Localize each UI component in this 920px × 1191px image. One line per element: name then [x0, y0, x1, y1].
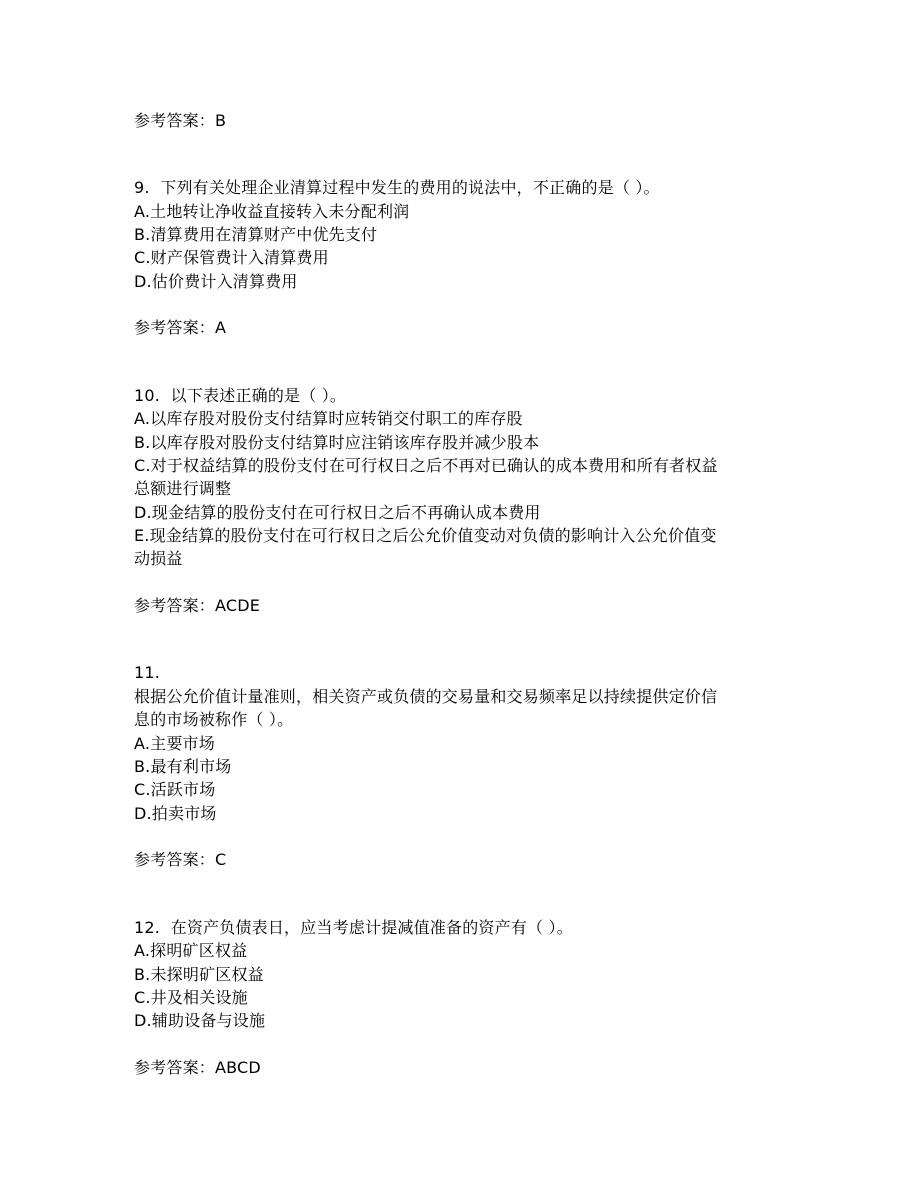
answer-label: 参考答案：	[134, 318, 216, 337]
option-item: A.探明矿区权益	[134, 941, 248, 960]
option-item: C.对于权益结算的股份支付在可行权日之后不再对已确认的成本费用和所有者权益	[134, 456, 718, 475]
option-item: E.现金结算的股份支付在可行权日之后公允价值变动对负债的影响计入公允价值变	[134, 526, 717, 545]
answer-line	[134, 1056, 794, 1079]
option-item: C.活跃市场	[134, 780, 216, 799]
question-text: 根据公允价值计量准则，相关资产或负债的交易量和交易频率足以持续提供定价信	[134, 687, 718, 706]
question-text: 在资产负债表日，应当考虑计提减值准备的资产有（ ）。	[170, 918, 573, 937]
answer-label: 参考答案：	[134, 850, 216, 869]
option-item-continued: 动损益	[134, 549, 183, 568]
question-number: 11.	[134, 663, 161, 682]
question-stem	[134, 176, 794, 199]
option-item: B.未探明矿区权益	[134, 965, 264, 984]
option-item: A.以库存股对股份支付结算时应转销交付职工的库存股	[134, 409, 523, 428]
option-item: B.最有利市场	[134, 757, 232, 776]
answer-value: A	[215, 318, 227, 337]
answer-value: B	[215, 111, 227, 130]
question-text-continued: 息的市场被称作（ ）。	[134, 710, 294, 729]
question-stem	[134, 916, 794, 939]
option-item: A.土地转让净收益直接转入未分配利润	[134, 202, 410, 221]
option-item: B.以库存股对股份支付结算时应注销该库存股并减少股本	[134, 433, 540, 452]
option-item: B.清算费用在清算财产中优先支付	[134, 225, 378, 244]
answer-value: ACDE	[215, 596, 261, 615]
answer-label: 参考答案：	[134, 111, 216, 130]
answer-line	[134, 594, 794, 617]
answer-line	[134, 109, 794, 132]
option-item-continued: 总额进行调整	[134, 479, 232, 498]
question-stem	[134, 384, 794, 407]
option-item: A.主要市场	[134, 734, 215, 753]
answer-label: 参考答案：	[134, 1058, 216, 1077]
option-item: C.财产保管费计入清算费用	[134, 248, 329, 267]
option-item: D.辅助设备与设施	[134, 1011, 266, 1030]
question-number: 9.	[134, 178, 150, 197]
answer-label: 参考答案：	[134, 596, 216, 615]
answer-line	[134, 848, 794, 871]
option-item: C.井及相关设施	[134, 988, 248, 1007]
question-text: 以下表述正确的是（ ）。	[170, 386, 347, 405]
option-item: D.现金结算的股份支付在可行权日之后不再确认成本费用	[134, 503, 541, 522]
question-number: 10.	[134, 386, 161, 405]
question-text: 下列有关处理企业清算过程中发生的费用的说法中，不正确的是（ ）。	[160, 178, 660, 197]
answer-value: ABCD	[215, 1058, 261, 1077]
question-number: 12.	[134, 918, 161, 937]
answer-line	[134, 316, 794, 339]
answer-value: C	[215, 850, 227, 869]
option-item: D.拍卖市场	[134, 804, 217, 823]
option-item: D.估价费计入清算费用	[134, 272, 298, 291]
